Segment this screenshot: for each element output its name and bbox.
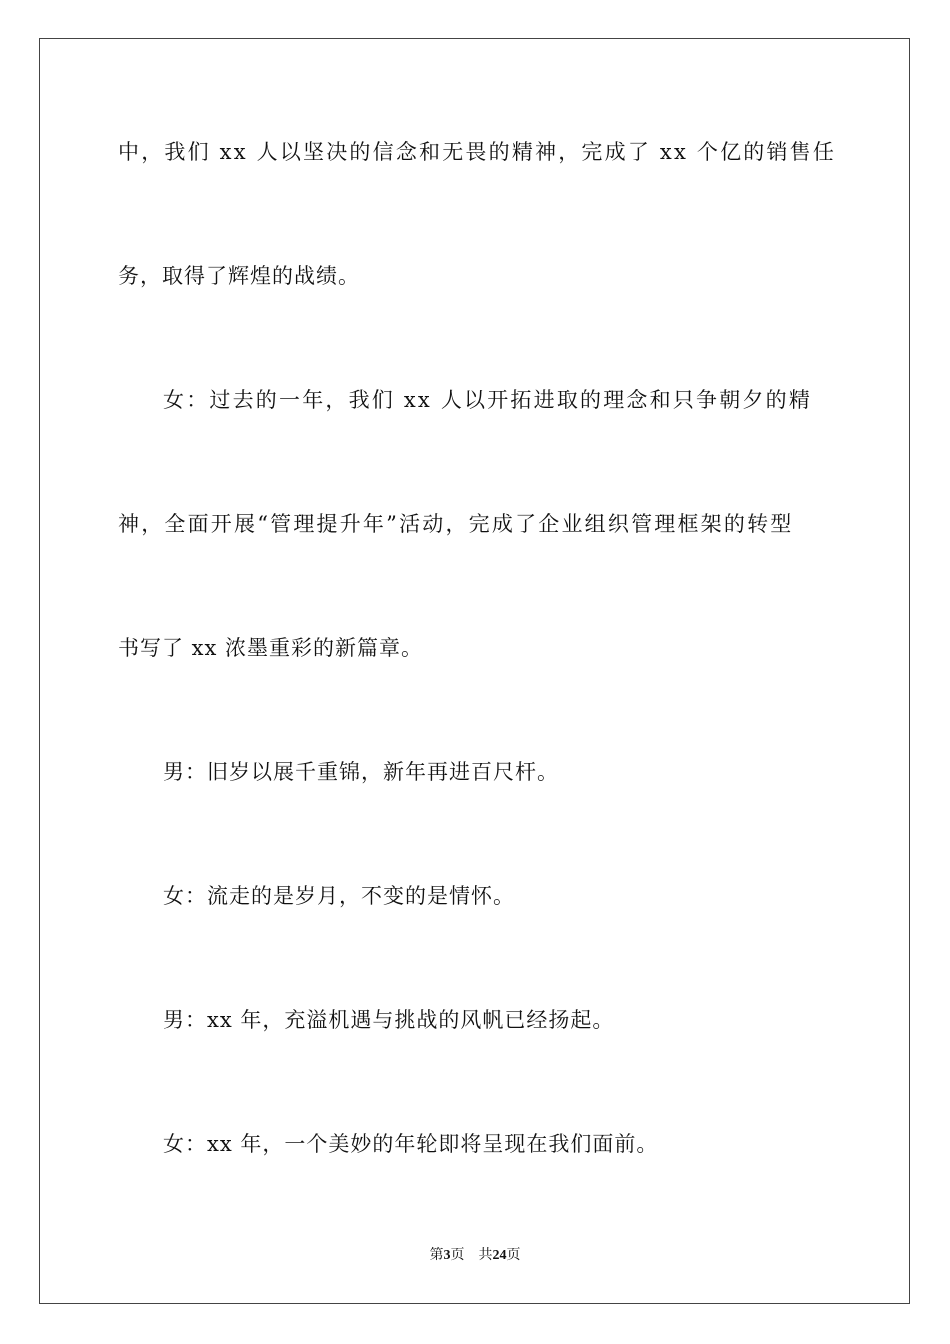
page-prefix: 第 [429, 1248, 444, 1263]
body-text-line: 女：流走的是岁月，不变的是情怀。 [163, 884, 515, 908]
body-text-line: 书写了 xx 浓墨重彩的新篇章。 [118, 636, 424, 660]
body-text-line: 女：过去的一年，我们 xx 人以开拓进取的理念和只争朝夕的精 [163, 388, 813, 412]
total-prefix: 共 [478, 1248, 493, 1263]
total-pages: 24 [492, 1248, 507, 1263]
total-suffix: 页 [506, 1248, 521, 1263]
page-footer [0, 1247, 950, 1265]
body-text-line: 男：xx 年，充溢机遇与挑战的风帆已经扬起。 [163, 1008, 615, 1032]
page-suffix: 页 [450, 1248, 465, 1263]
body-text-line: 男：旧岁以展千重锦，新年再进百尺杆。 [163, 760, 559, 784]
page-border [39, 38, 910, 1304]
body-text-line: 神，全面开展“管理提升年”活动，完成了企业组织管理框架的转型 [118, 512, 794, 536]
page-number: 3 [443, 1248, 451, 1263]
body-text-line: 中，我们 xx 人以坚决的信念和无畏的精神，完成了 xx 个亿的销售任 [118, 140, 837, 164]
body-text-line: 务，取得了辉煌的战绩。 [118, 264, 360, 288]
body-text-line: 女：xx 年，一个美妙的年轮即将呈现在我们面前。 [163, 1132, 659, 1156]
